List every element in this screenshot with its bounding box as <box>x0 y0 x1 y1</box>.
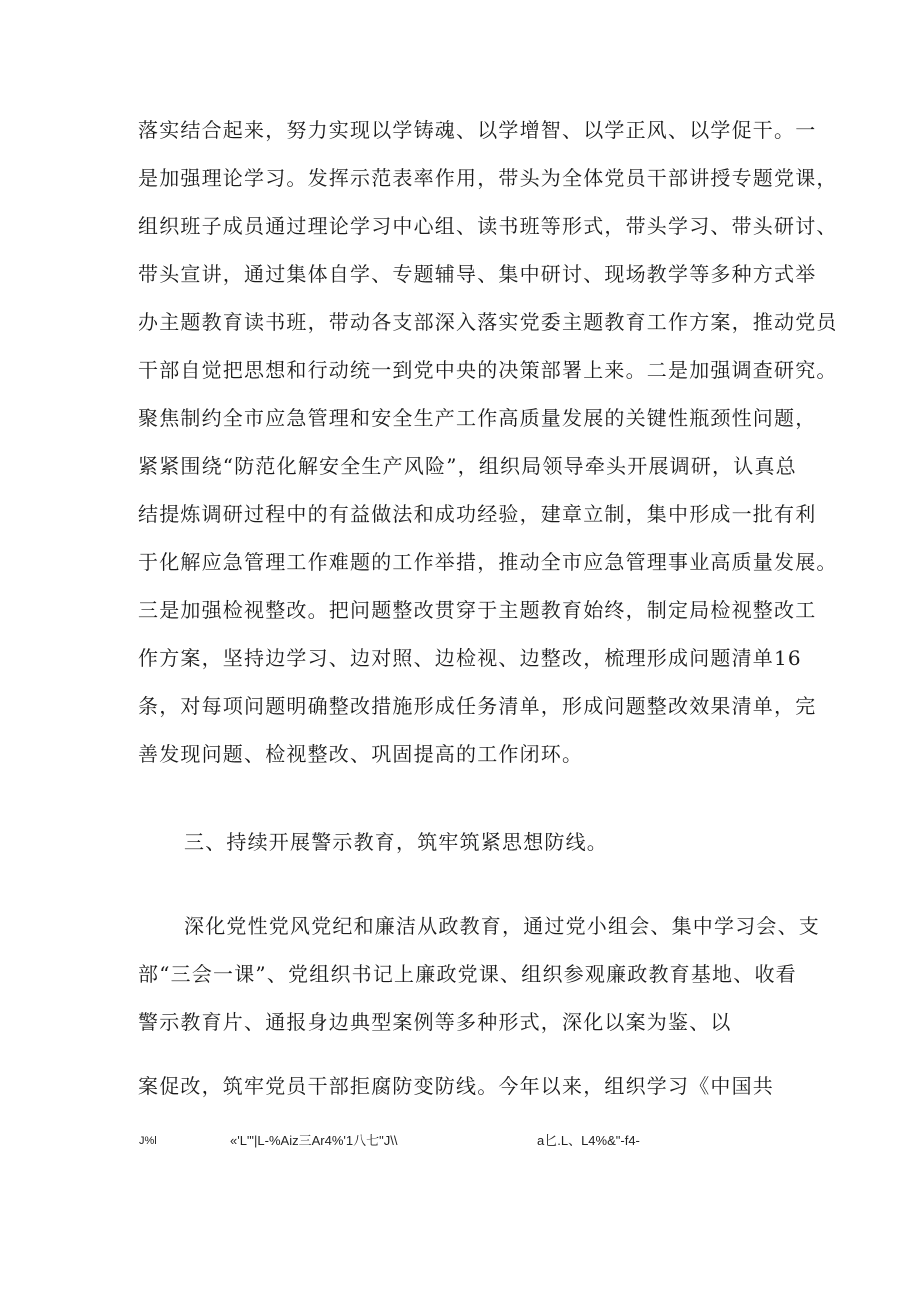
body-line: 三是加强检视整改。把问题整改贯穿于主题教育始终，制定局检视整改工 <box>138 598 817 622</box>
body-line: 干部自觉把思想和行动统一到党中央的决策部署上来。二是加强调查研究。 <box>138 358 838 382</box>
body-line: 紧紧围绕“防范化解安全生产风险”，组织局领导牵头开展调研，认真总 <box>138 454 797 478</box>
footer-left-text: J%l <box>139 1135 157 1147</box>
body-line: 善发现问题、检视整改、巩固提高的工作闭环。 <box>138 742 584 766</box>
body-line: 是加强理论学习。发挥示范表率作用，带头为全体党员干部讲授专题党课， <box>138 166 838 190</box>
body-line: 组织班子成员通过理论学习中心组、读书班等形式，带头学习、带头研讨、 <box>138 214 838 238</box>
footer-middle-text: «'L"'|L-%Aiz三Ar4%'1八七"J\\ <box>230 1133 398 1148</box>
body-line: 部“三会一课”、党组织书记上廉政党课、组织参观廉政教育基地、收看 <box>138 962 797 986</box>
body-line: 聚焦制约全市应急管理和安全生产工作高质量发展的关键性瓶颈性问题， <box>138 406 817 430</box>
footer-right-text: a匕.L、L4%&"-f4- <box>537 1133 640 1148</box>
body-line: 落实结合起来，努力实现以学铸魂、以学增智、以学正风、以学促干。一 <box>138 118 817 142</box>
body-line: 警示教育片、通报身边典型案例等多种形式，深化以案为鉴、以 <box>138 1010 732 1034</box>
body-line: 案促改，筑牢党员干部拒腐防变防线。今年以来，组织学习《中国共 <box>138 1074 774 1098</box>
body-line: 带头宣讲，通过集体自学、专题辅导、集中研讨、现场教学等多种方式举 <box>138 262 817 286</box>
section-heading: 三、持续开展警示教育，筑牢筑紧思想防线。 <box>184 830 608 854</box>
body-line: 办主题教育读书班，带动各支部深入落实党委主题教育工作方案，推动党员 <box>138 310 838 334</box>
body-line: 条，对每项问题明确整改措施形成任务清单，形成问题整改效果清单，完 <box>138 694 817 718</box>
body-line: 结提炼调研过程中的有益做法和成功经验，建章立制，集中形成一批有利 <box>138 502 817 526</box>
body-line: 于化解应急管理工作难题的工作举措，推动全市应急管理事业高质量发展。 <box>138 550 838 574</box>
body-line: 深化党性党风党纪和廉洁从政教育，通过党小组会、集中学习会、支 <box>184 914 820 938</box>
body-line: 作方案，坚持边学习、边对照、边检视、边整改，梳理形成问题清单16 <box>138 646 802 670</box>
